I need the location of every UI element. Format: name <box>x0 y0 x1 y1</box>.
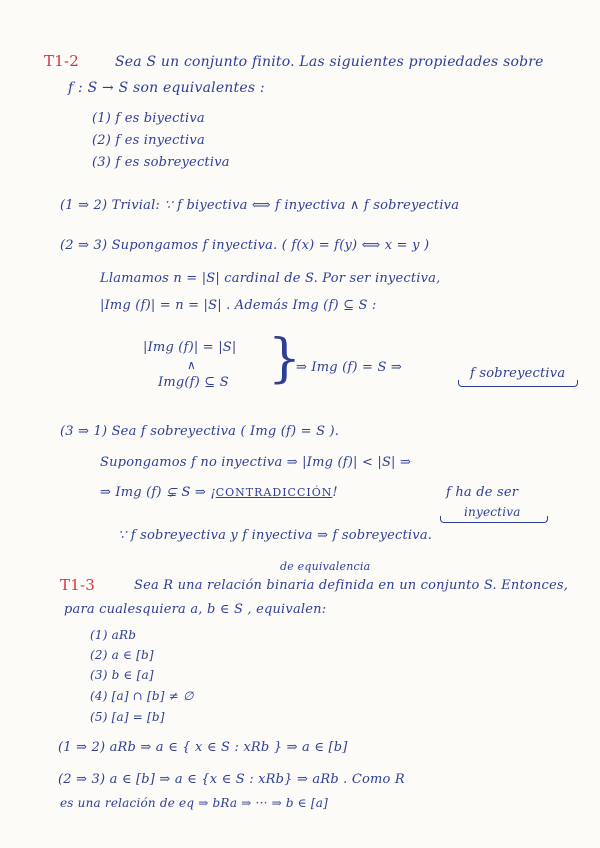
insertion-de-equivalencia: de equivalencia <box>280 560 371 573</box>
system-and-symbol: ∧ <box>187 358 196 372</box>
t1-2-item-2: (2) f es inyectiva <box>92 133 205 148</box>
must-be-label: f ha de ser <box>446 485 519 500</box>
t1-2-intro-line2: f : S → S son equivalentes : <box>68 80 265 96</box>
t1-3-proof-2-3-line2: es una relación de eq ⇒ bRa ⇒ ··· ⇒ b ∈ [a] <box>60 796 328 810</box>
t1-3-item-5: (5) [a] = [b] <box>90 710 165 724</box>
t1-2-proof-3-1-line2: Supongamos f no inyectiva ⇒ |Img (f)| < |S| ⇒ <box>100 455 412 470</box>
t1-2-item-1: (1) f es biyectiva <box>92 111 205 126</box>
t1-2-proof-2-3-line3: |Img (f)| = n = |S| . Además Img (f) ⊆ S : <box>100 298 377 313</box>
right-brace-icon: } <box>268 329 302 389</box>
t1-2-proof-1-2: (1 ⇒ 2) Trivial: ∵ f biyectiva ⟺ f inyectiva ∧ f sobreyectiva <box>60 198 460 213</box>
underline-bracket-icon <box>458 380 578 387</box>
contradiction-word: CONTRADICCIÓN <box>215 486 333 499</box>
t1-3-intro-line2: para cualesquiera a, b ∈ S , equivalen: <box>64 602 327 617</box>
t1-3-item-4: (4) [a] ∩ [b] ≠ ∅ <box>90 689 194 703</box>
system-result: ⇒ Img (f) = S ⇒ <box>296 360 402 375</box>
theorem-label-t1-3: T1-3 <box>60 576 95 594</box>
t1-3-item-1: (1) aRb <box>90 628 137 642</box>
contradiction-prefix: ⇒ Img (f) ⊊ S ⇒ ¡ <box>100 485 216 500</box>
t1-2-item-3: (3) f es sobreyectiva <box>92 155 230 170</box>
must-be-injective: inyectiva <box>464 505 521 519</box>
theorem-label-t1-2: T1-2 <box>44 52 79 70</box>
system-line-2: Img(f) ⊆ S <box>158 375 229 390</box>
t1-3-intro-line1: Sea R una relación binaria definida en un conjunto S. Entonces, <box>134 578 569 593</box>
t1-2-proof-3-1-line3 <box>100 485 338 500</box>
t1-3-item-2: (2) a ∈ [b] <box>90 648 154 662</box>
system-line-1: |Img (f)| = |S| <box>143 340 237 355</box>
t1-2-intro-line1: Sea S un conjunto finito. Las siguientes propiedades sobre <box>115 54 544 70</box>
t1-3-proof-2-3: (2 ⇒ 3) a ∈ [b] ⇒ a ∈ {x ∈ S : xRb} ⇒ aRb . Como R <box>58 772 405 787</box>
t1-3-item-3: (3) b ∈ [a] <box>90 668 154 682</box>
contradiction-suffix: ! <box>332 485 338 500</box>
t1-3-proof-1-2: (1 ⇒ 2) aRb ⇒ a ∈ { x ∈ S : xRb } ⇒ a ∈ [b] <box>58 740 348 755</box>
t1-2-proof-conclusion: ∵ f sobreyectiva y f inyectiva ⇒ f sobreyectiva. <box>118 528 433 543</box>
t1-2-proof-2-3: (2 ⇒ 3) Supongamos f inyectiva. ( f(x) = f(y) ⟺ x = y ) <box>60 238 430 253</box>
underline-bracket-icon <box>440 516 548 523</box>
t1-2-proof-3-1: (3 ⇒ 1) Sea f sobreyectiva ( Img (f) = S ). <box>60 424 340 439</box>
boxed-conclusion-sobreyectiva: f sobreyectiva <box>470 366 566 381</box>
t1-2-proof-2-3-line2: Llamamos n = |S| cardinal de S. Por ser inyectiva, <box>100 271 441 286</box>
